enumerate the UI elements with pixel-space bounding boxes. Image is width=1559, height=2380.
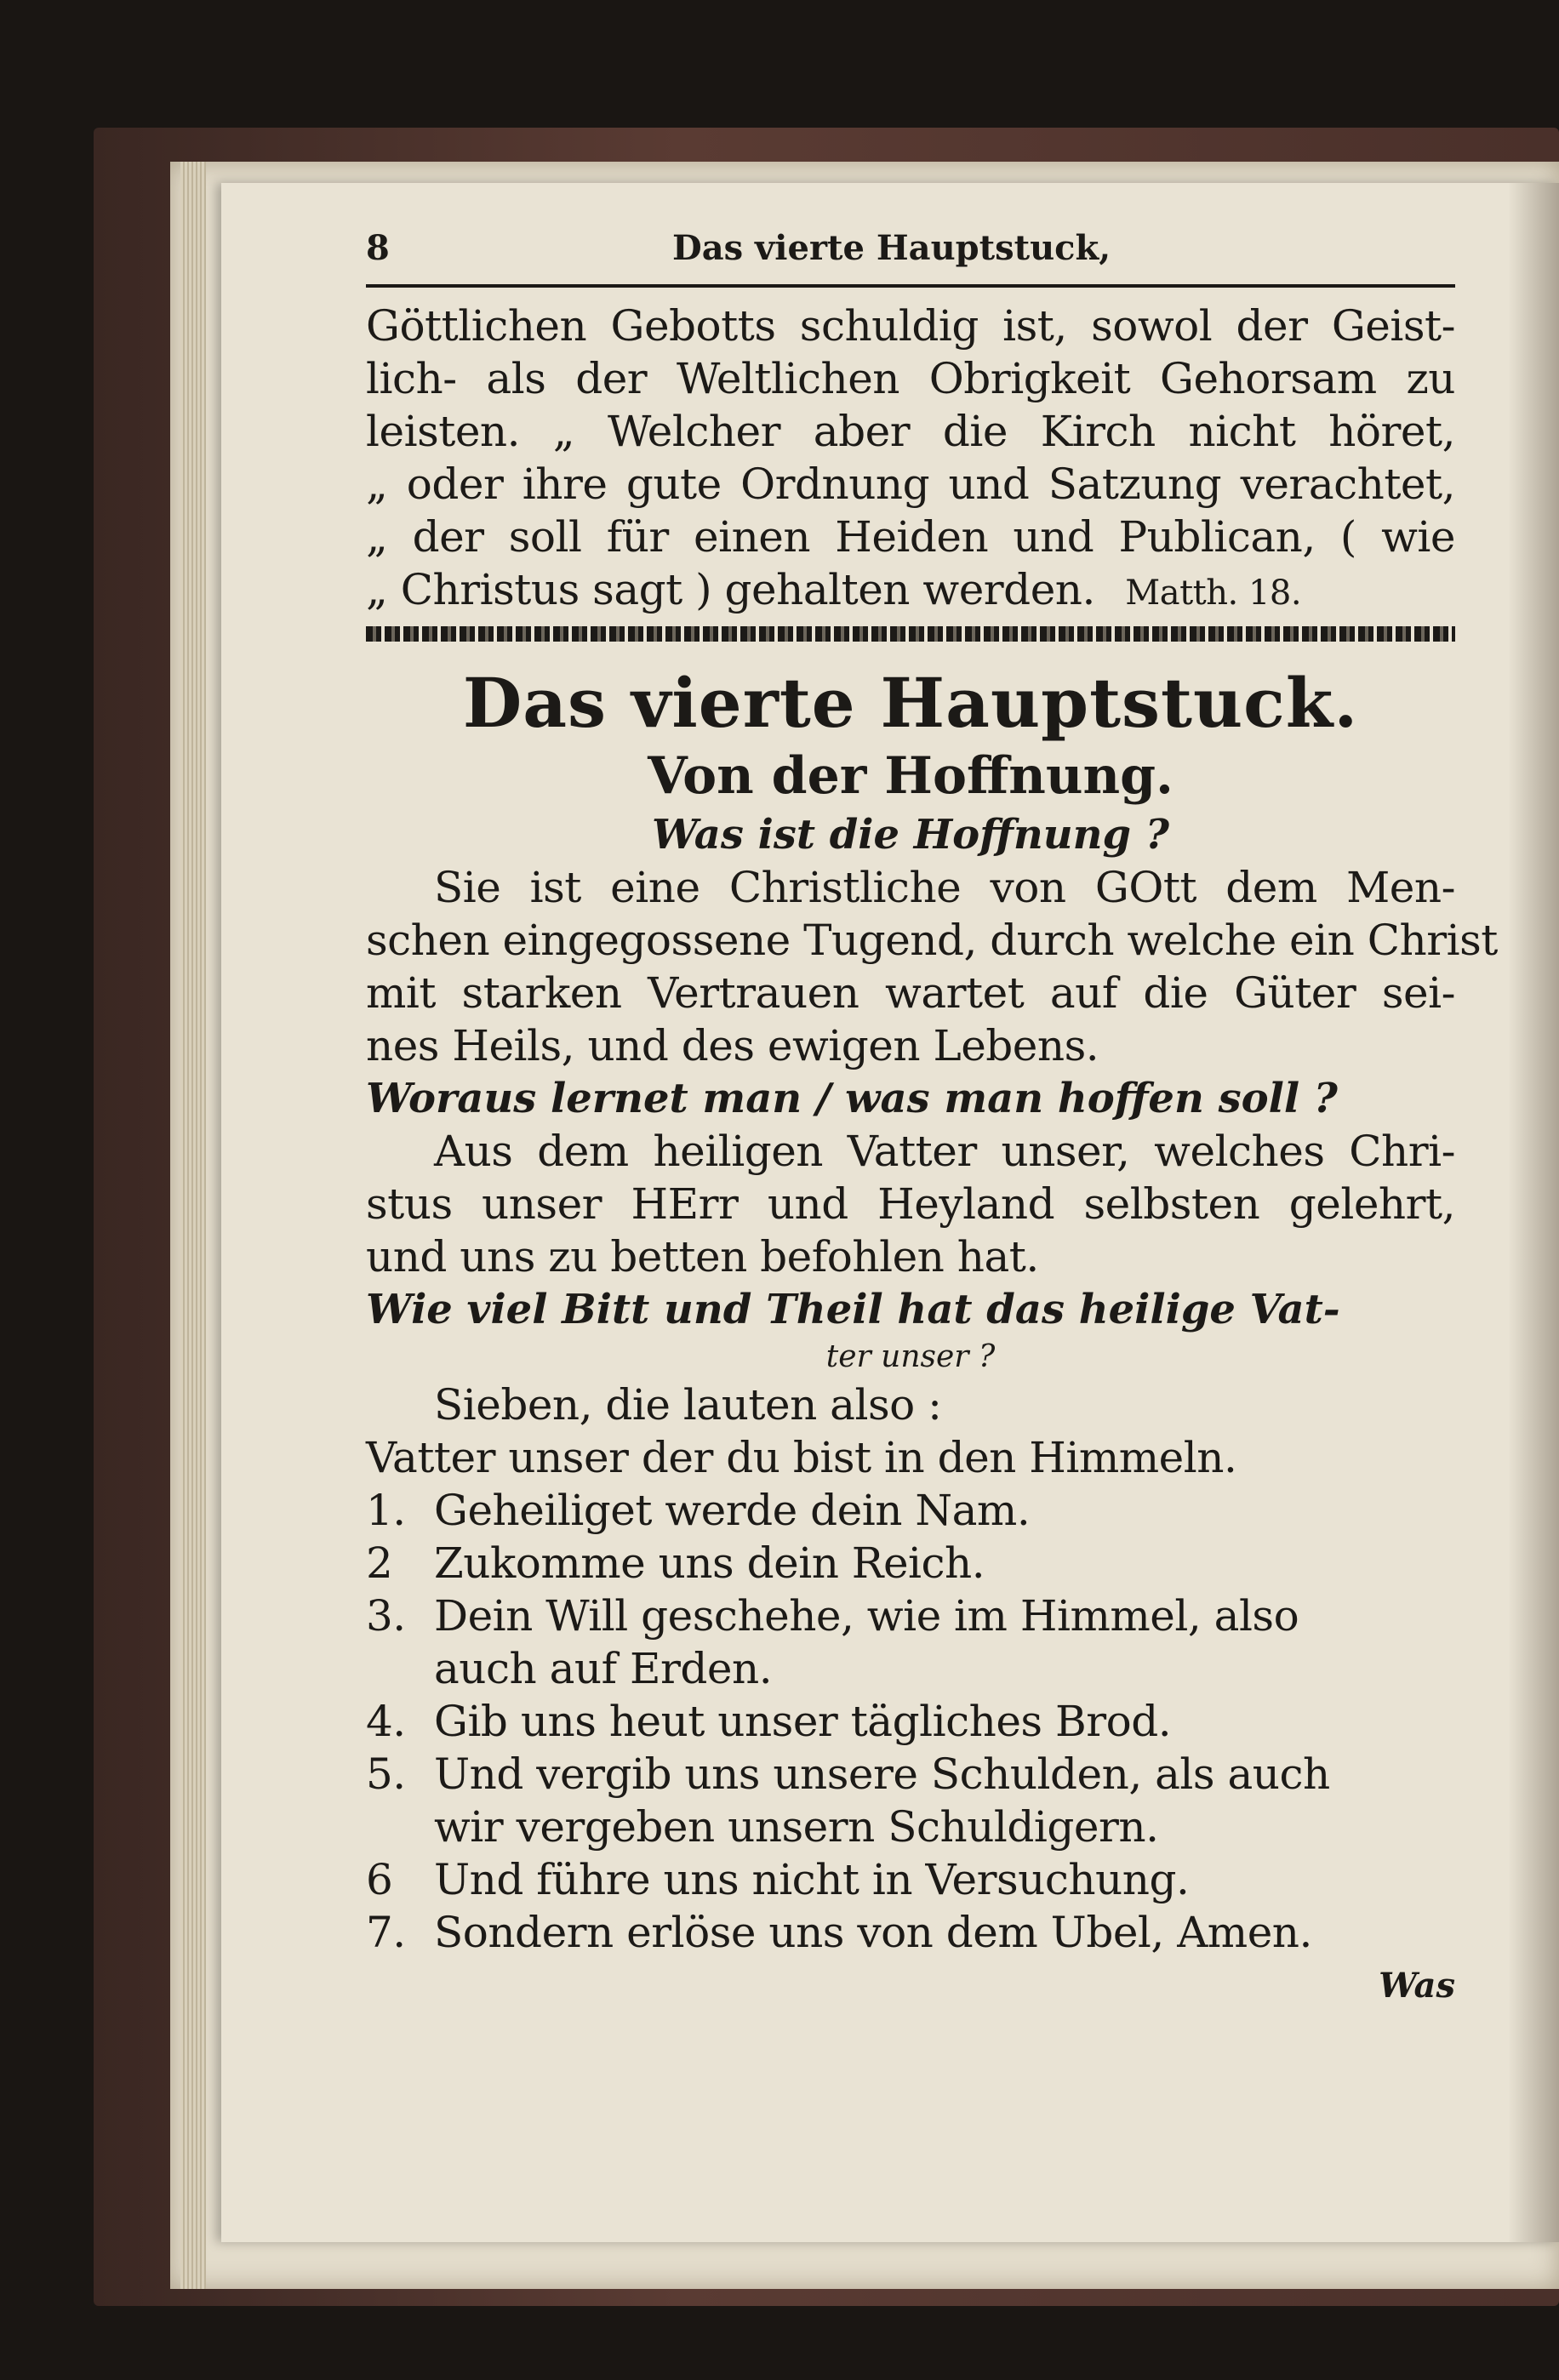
petition bbox=[366, 1484, 1455, 1537]
page-text bbox=[366, 228, 1498, 2006]
answer-2-line: stus unser HErr und Heyland selbsten gelehrt, bbox=[366, 1179, 1455, 1229]
answer-3-intro: Sieben, die lauten also : bbox=[434, 1380, 942, 1430]
petition-text: Zukomme uns dein Reich. bbox=[434, 1538, 985, 1588]
gutter-shadow bbox=[1508, 183, 1559, 2242]
petition-continuation: wir vergeben unsern Schuldigern. bbox=[434, 1802, 1159, 1852]
petition-text: Sondern erlöse uns von dem Ubel, Amen. bbox=[434, 1908, 1312, 1957]
continuation-text: „ Christus sagt ) gehalten werden. bbox=[366, 565, 1095, 614]
answer-1-line: Sie ist eine Christliche von GOtt dem Men- bbox=[434, 863, 1455, 912]
bible-reference: Matth. 18. bbox=[1125, 574, 1302, 613]
petition-number: 6 bbox=[366, 1855, 393, 1904]
ornament-rule bbox=[366, 626, 1455, 642]
petition-text: Und führe uns nicht in Versuchung. bbox=[434, 1855, 1190, 1904]
question-2: Woraus lernet man / was man hoffen soll ? bbox=[366, 1075, 1338, 1122]
catchword: Was bbox=[1379, 1966, 1455, 2006]
petition-text: Und vergib uns unsere Schulden, als auch bbox=[434, 1749, 1330, 1799]
petition-number: 4. bbox=[366, 1697, 406, 1746]
petition-text: Geheiliget werde dein Nam. bbox=[434, 1486, 1031, 1535]
petition-number: 3. bbox=[366, 1591, 406, 1641]
petition bbox=[366, 1590, 1455, 1642]
chapter-title: Das vierte Hauptstuck. bbox=[462, 663, 1359, 743]
page-number: 8 bbox=[366, 228, 390, 268]
petition bbox=[366, 1695, 1455, 1748]
petition bbox=[366, 1853, 1455, 1906]
answer-2-line: Aus dem heiligen Vatter unser, welches Chri- bbox=[434, 1127, 1455, 1176]
petition-number: 7. bbox=[366, 1908, 406, 1957]
petition bbox=[366, 1906, 1455, 1959]
continuation-line-last bbox=[366, 563, 1455, 616]
answer-1-line: mit starken Vertrauen wartet auf die Güter sei- bbox=[366, 968, 1455, 1018]
answer-2-line: und uns zu betten befohlen hat. bbox=[366, 1232, 1039, 1281]
answer-1-line: nes Heils, und des ewigen Lebens. bbox=[366, 1021, 1099, 1070]
answer-1-line: schen eingegossene Tugend, durch welche ein Christ bbox=[366, 916, 1498, 965]
question-3: Wie viel Bitt und Theil hat das heilige Vat- bbox=[366, 1286, 1340, 1333]
page-header bbox=[366, 228, 1455, 281]
question-3-cont: ter unser ? bbox=[825, 1339, 996, 1374]
continuation-line: „ oder ihre gute Ordnung und Satzung verachtet, bbox=[366, 459, 1455, 509]
petition-continuation: auch auf Erden. bbox=[434, 1644, 773, 1693]
question-1: Was ist die Hoffnung ? bbox=[652, 811, 1169, 859]
petition-text: Gib uns heut unser tägliches Brod. bbox=[434, 1697, 1172, 1746]
petition bbox=[366, 1748, 1455, 1801]
prayer-opening: Vatter unser der du bist in den Himmeln. bbox=[366, 1433, 1237, 1482]
continuation-line: „ der soll für einen Heiden und Publican, ( wie bbox=[366, 512, 1455, 562]
petition-text: Dein Will geschehe, wie im Himmel, also bbox=[434, 1591, 1299, 1641]
petition-number: 1. bbox=[366, 1486, 406, 1535]
chapter-subtitle: Von der Hoffnung. bbox=[648, 746, 1174, 806]
petition-number: 5. bbox=[366, 1749, 406, 1799]
petition-number: 2 bbox=[366, 1538, 393, 1588]
petition bbox=[366, 1537, 1455, 1590]
continuation-line: leisten. „ Welcher aber die Kirch nicht höret, bbox=[366, 407, 1455, 456]
running-head: Das vierte Hauptstuck, bbox=[672, 228, 1111, 268]
header-rule bbox=[366, 284, 1455, 288]
continuation-line: lich- als der Weltlichen Obrigkeit Gehorsam zu bbox=[366, 354, 1455, 403]
continuation-line: Göttlichen Gebotts schuldig ist, sowol der Geist- bbox=[366, 301, 1455, 351]
